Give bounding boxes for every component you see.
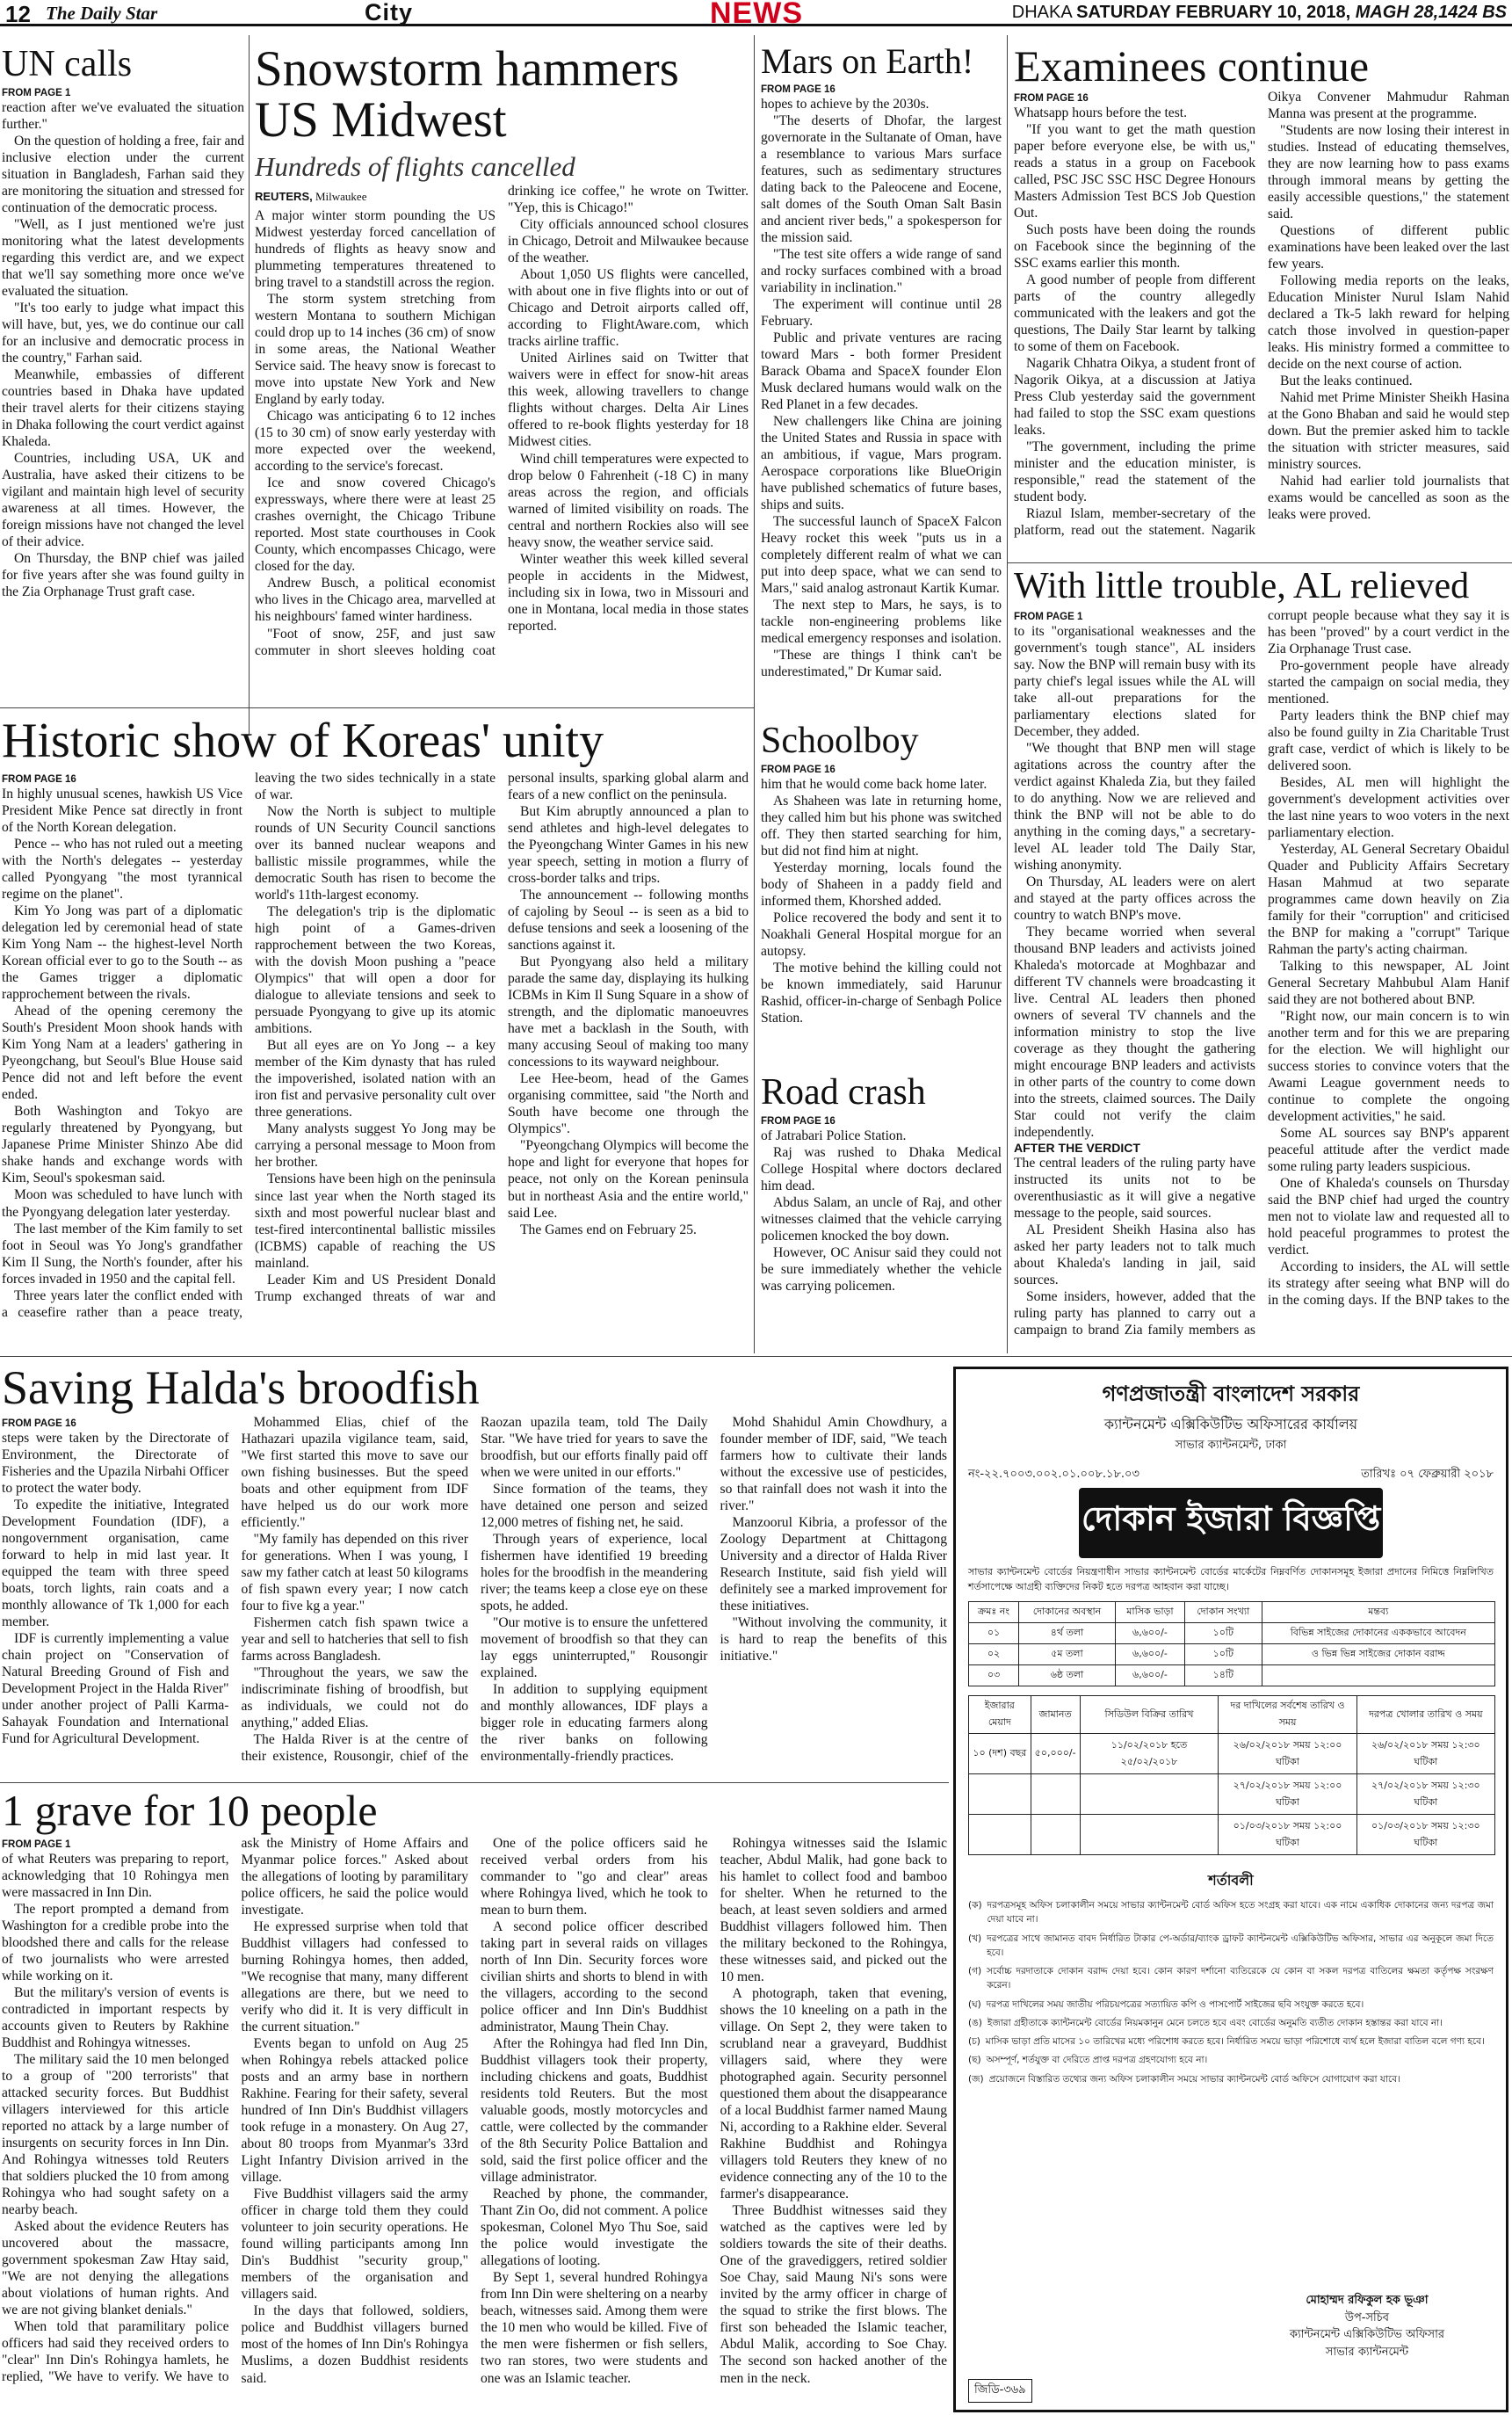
condition-item: (ছ) অসম্পূর্ণ, শর্তযুক্ত বা দেরিতে প্রাপ্ত দরপত্র গ্রহণযোগ্য হবে না। (968, 2055, 1208, 2066)
ad-government: গণপ্রজাতন্ত্রী বাংলাদেশ সরকার (1102, 1382, 1360, 1406)
headline[interactable]: Saving Halda's broodfish (2, 1364, 480, 1414)
article-body: FROM PAGE 16 steps were taken by the Directorate of Environment, the Directorate of Fisheries and the Upazila Nirbahi Officer to protect the water body. To expedite the initiative, Integrated Development Foundation (IDF), a nongovernment organisation, came forward to help in mid last year. It equipped the team with three speed boats, torch lights, rain coats and a monthly allowance of Tk 1,000 for each member. IDF is currently implementing a value chain project on "Conservation of Natural Breeding Ground of Fish and Development Project in the Halda River" under another project of Palli Karma-Sahayak Foundation and International Fund for Agricultural Development. Mohammed Elias, chief of the Hathazari upazila vigilance team, said, "We first started this move to save our own fishing businesses. But the speed boats and other equipment from IDF have helped us do our work more efficiently." "My family has depended on this river for generations. When I was young, I saw my father catch at least 50 kilograms of fish spawn every year; I now catch four to five kg a year." Fishermen catch fish spawn twice a year and sell to hatcheries that sell to fish farms across Bangladesh. "Throughout the years, we saw the indiscriminate fishing of broodfish, but as individuals, we could not do anything," added Elias. The Halda River is at the centre of their existence, Rousongir, chief of the Raozan upazila team, told The Daily Star. "We have tried for years to save the broodfish, but our efforts finally paid off when we were united in our efforts." Since formation of the teams, they have detained one person and seized 12,000 metres of fishing net, he said. Through years of experience, local fishermen have identified 19 breeding holes for the broodfish in the meandering river; the teams keep a close eye on these spots, he added. "Our motive is to ensure the unfettered movement of broodfish so that they can lay eggs uninterrupted," Rousongir explained. In addition to supplying equipment and monthly allowances, IDF plays a bigger role in educating farmers along the river banks on following environmentally-friendly practices. Mohd Shahidul Amin Chowdhury, a founder member of IDF, said, "We teach farmers how to cultivate their lands without the excessive use of pesticides, so that rainfall does not wash it into the river." Manzoorul Kibria, a professor of the Zoology Department at Chittagong University and a director of Halda River Research Institute, said fish yield will definitely see a marked improvement for these initiatives. "Without involving the community, it is hard to reap the benefits of this initiative." (2, 1415, 947, 1765)
column-rule (249, 35, 250, 734)
crosshead: AFTER THE VERDICT (1014, 1141, 1140, 1156)
article-body: FROM PAGE 1 of what Reuters was preparing to report, acknowledging that 10 Rohingya men were massacred in Inn Din. The report prompted a demand from Washington for a credible probe into the bloodshed there and calls for the release of two journalists who were arrested while working on it. But the military's version of events is contradicted in important respects by accounts given to Reuters by Rakhine Buddhist and Rohingya witnesses. The military said the 10 men belonged to a group of "200 terrorists" that attacked security forces. But Buddhist villagers interviewed for this article reported no attack by a large number of insurgents on security forces in Inn Din. And Rohingya witnesses told Reuters that soldiers plucked the 10 from among Rohingya who had sought safety on a nearby beach. Asked about the evidence Reuters has uncovered about the massacre, government spokesman Zaw Htay said, "We are not denying the allegations about violations of human rights. And we are not giving blanket denials." When told that paramilitary police officers had said they received orders to "clear" Inn Din's Rohingya hamlets, he replied, "We have to verify. We have to ask the Ministry of Home Affairs and Myanmar police forces." Asked about the allegations of looting by paramilitary police officers, he said the police would investigate. He expressed surprise when told that Buddhist villagers had confessed to burning Rohingya homes, then added, "We recognise that many, many different allegations are there, but we need to verify who did it. It is very difficult in the current situation." Events began to unfold on Aug 25 when Rohingya rebels attacked police posts and an army base in northern Rakhine. Fearing for their safety, several hundred of Inn Din's Buddhist villagers took refuge in a monastery. On Aug 27, about 80 troops from Myanmar's 33rd Light Infantry Division arrived in the village. Five Buddhist villagers said the army officer in charge told them they could volunteer to join security operations. He found willing participants among Inn Din's Buddhist "security group," members of the organisation and villagers said. In the days that followed, soldiers, police and Buddhist villagers burned most of the homes of Inn Din's Rohingya Muslims, a dozen Buddhist residents said. One of the police officers said he received verbal orders from his commander to "go and clear" areas where Rohingya lived, which he took to mean to burn them. A second police officer described taking part in several raids on villages north of Inn Din. Security forces wore civilian shirts and shorts to blend in with the villagers, according to the second police officer and Inn Din's Buddhist administrator, Maung Thein Chay. After the Rohingya had fled Inn Din, Buddhist villagers took their property, including chickens and goats, Buddhist residents told Reuters. But the most valuable goods, mostly motorcycles and cattle, were collected by the commander of the 8th Security Police Battalion and sold, said the first police officer and the village administrator. Reached by phone, the commander, Thant Zin Oo, did not comment. A police spokesman, Colonel Myo Thu Soe, said the police would investigate the allegations of looting. By Sept 1, several hundred Rohingya from Inn Din were sheltering on a nearby beach, witnesses said. Among them were the 10 men who would be killed. Five of the men were fishermen or fish sellers, two ran stores, two were students and one was an Islamic teacher. Rohingya witnesses said the Islamic teacher, Abdul Malik, had gone back to his hamlet to collect food and bamboo for shelter. When he returned to the beach, at least seven soldiers and armed Buddhist villagers followed him. Then the military beckoned to the Rohingya, these witnesses said, and picked out the 10 men. A photograph, taken that evening, shows the 10 kneeling on a path in the village. On Sept 2, they were taken to scrubland near a graveyard, Buddhist villagers said, where they were photographed again. Security personnel questioned them about the disappearance of a local Buddhist farmer named Maung Ni, according to a Rakhine elder. Several Rakhine Buddhist and Rohingya villagers told Reuters they knew of no evidence connecting any of the 10 to the farmer's disappearance. Three Buddhist witnesses said they watched as the captives were led by soldiers towards the site of their deaths. One of the gravediggers, retired soldier Soe Chay, said Maung Ni's sons were invited by the army officer in charge of the squad to strike the first blows. The first son beheaded the Islamic teacher, Abdul Malik, according to Soe Chay. The second son hacked another of the men in the neck. (2, 1836, 947, 2386)
article-un-calls (2, 46, 244, 703)
condition-item: (খ) দরপত্রের সাথে জামানত বাবদ নির্ধারিত টাকার পে-অর্ডার/ব্যাংক ড্রাফট ক্যান্টনমেন্ট এক্সিকিউটিভ অফিসার, সাভার এর অনুকূলে জমা দিতে হবে। (968, 1933, 1494, 1958)
column-rule (1007, 35, 1008, 1353)
section-label[interactable]: City (365, 0, 414, 25)
ad-office: ক্যান্টনমেন্ট এক্সিকিউটিভ অফিসারের কার্যালয় (1103, 1416, 1358, 1432)
article-examinees-continue (1014, 44, 1509, 559)
article-body: FROM PAGE 16 Whatsapp hours before the test. "If you want to get the math question paper before everyone else, be with us," reads a status in a group on Facebook called, PSC JSC SSC HSC Degree Honours Masters Admission Test BCS Job Question Out. Such posts have been doing the rounds on Facebook since the beginning of the SSC exams earlier this month. A good number of people from different parts of the country allegedly communicated with the leakers and got the questions, The Daily Star learnt by talking to some of them on Facebook. Nagarik Chhatra Oikya, a student front of Nagorik Oikya, at a discussion at Jatiya Press Club yesterday said the government had failed to stop the SSC exam questions leaks. "The government, including the prime minister and the education minister, is responsible," read the statement of the student body. Riazul Islam, member-secretary of the platform, read out the statement. Nagarik Oikya Convener Mahmudur Rahman Manna was present at the programme. "Students are now losing their interest in studies. Instead of educating themselves, they are now learning how to pass exams through immoral means by getting the easily accessible questions," the statement said. Questions of different public examinations have been leaked over the last few years. Following media reports on the leaks, Education Minister Nurul Islam Nahid declared a Tk-5 lakh reward for helping catch those involved in question-paper leaks. His ministry formed a committee to decide on the next course of action. But the leaks continued. Nahid met Prime Minister Sheikh Hasina at the Gono Bhaban and said he would step down. But the premier asked him to tackle the situation with stricter measures, said ministry sources. Nahid had earlier told journalists that exams would be cancelled as soon as the leaks were proved. (1014, 90, 1509, 539)
headline[interactable]: 1 grave for 10 people (2, 1788, 378, 1835)
article-one-grave (2, 1788, 947, 2412)
continuation-label: FROM PAGE 16 (761, 83, 836, 95)
page-number: 12 (5, 1, 31, 27)
headline[interactable]: With little trouble, AL relieved (1014, 568, 1470, 606)
issue-date: DHAKA SATURDAY FEBRUARY 10, 2018, MAGH 28,1424 BS (1011, 3, 1507, 22)
article-mars-on-earth (761, 44, 1002, 721)
continuation-label: FROM PAGE 1 (2, 1839, 71, 1850)
article-halda-broodfish (2, 1364, 947, 1779)
continuation-label: FROM PAGE 1 (2, 87, 71, 98)
condition-item: (ঘ) দরপত্র দাখিলের সময় জাতীয় পরিচয়পত্রের সত্যায়িত কপি ও পাসপোর্ট সাইজের ছবি সংযুক্ত করতে হবে। (968, 1998, 1364, 2010)
condition-item: (গ) সর্বোচ্চ দরদাতাকে দোকান বরাদ্দ দেয়া হবে। কোন কারণ দর্শানো ব্যতিরেকে যে কোন বা সকল দরপত্র বাতিলের ক্ষমতা কর্তৃপক্ষ সংরক্ষণ করেন। (968, 1966, 1494, 1991)
condition-item: (ঙ) ইজারা গ্রহীতাকে ক্যান্টনমেন্ট বোর্ডের নিয়মকানুন মেনে চলতে হবে এবং বোর্ডের অনুমতি ব্যতীত দোকান হস্তান্তর করা যাবে না। (968, 2017, 1443, 2028)
headline[interactable]: Road crash (761, 1074, 926, 1113)
article-koreas-unity (2, 716, 749, 1351)
headline[interactable]: Schoolboy (761, 722, 919, 761)
headline[interactable]: UN calls (2, 46, 133, 84)
continuation-label: FROM PAGE 16 (761, 1115, 836, 1127)
section-rule (0, 1782, 949, 1783)
ad-intro: সাভার ক্যান্টনমেন্ট বোর্ডের নিয়ন্ত্রণাধীন সাভার ক্যান্টনমেন্ট বোর্ডের মার্কেটের নিম্নবর্ণিত দোকানসমূহ ইজারা প্রদানের নিমিত্তে নিম্নলিখিত শর্তসাপেক্ষে আগ্রহী ব্যক্তিদের নিকট হতে দরপত্র আহবান করা যাচ্ছে। (968, 1566, 1494, 1592)
condition-item: (ক) দরপত্রসমূহ অফিস চলাকালীন সময়ে সাভার ক্যান্টনমেন্ট বোর্ড অফিস হতে সংগ্রহ করা যাবে। এক নামে একাধিক দোকানের জন্য দরপত্র জমা দেয়া যাবে না। (968, 1900, 1494, 1925)
article-body: hopes to achieve by the 2030s. "The deserts of Dhofar, the largest governorate in the Sultanate of Oman, have a resemblance to various Mars surface features, such as sedimentary structures dating back to the Paleocene and Eocene, salt domes of the South Oman Salt Basin and ancient river beds," a spokesperson for the mission said. "The test site offers a wide range of sand and rocky surfaces combined with a broad variability in inclination." The experiment will continue until 28 February. Public and private ventures are racing toward Mars - both former President Barack Obama and SpaceX founder Elon Musk declared humans would walk on the Red Planet in a few decades. New challengers like China are joining the United States and Russia in space with an ambitious, if vague, Mars program. Aerospace corporations like BlueOrigin have published schematics of future bases, ships and suits. The successful launch of SpaceX Falcon Heavy rocket this week "puts us in a completely different realm of what we can put into deep space, what we can send to Mars," said analog astronaut Kartik Kumar. The next step to Mars, he says, is to tackle non-engineering problems like medical emergency responses and isolation. "These are things I think can't be underestimated," Dr Kumar said. (761, 96, 1002, 680)
article-snowstorm (255, 44, 749, 705)
continuation-label: FROM PAGE 16 (2, 1418, 76, 1430)
continuation-label: FROM PAGE 16 (1014, 93, 1089, 104)
headline[interactable]: Examinees continue (1014, 44, 1370, 91)
column-rule (754, 35, 755, 1353)
article-body: FROM PAGE 1 to its "organisational weaknesses and the government's tough stance", AL insiders say. Now the BNP will remain busy with its party chief's legal issues while the AL will take all-out preparations for the parliamentary elections slated for December, they added. "We thought that BNP men will stage agitations across the country after the verdict against Khaleda Zia, but they failed to do anything. Now we are relieved and think the BNP will not be able to do anything in the coming days," a secretary-level AL leader told The Daily Star, wishing anonymity. On Thursday, AL leaders were on alert and stayed at the party offices across the country to watch BNP's move. They became worried when several thousand BNP leaders and activists joined Khaleda's motorcade at Moghbazar and different TV channels were broadcasting it live. Central AL leaders then phoned owners of several TV channels and the information ministry to stop the live coverage as they thought the gathering might encourage BNP leaders and activists in other parts of the country to come down into the streets, claimed sources. The Daily Star could not verify the claim independently. AFTER THE VERDICT The central leaders of the ruling party have instructed its units not to be overenthusiastic as it will give a negative message to the people, said sources. AL President Sheikh Hasina also has asked her party leaders not to talk much about Khaleda's landing in jail, said sources. Some insiders, however, added that the ruling party has planned to carry out a campaign to brand Zia family members as corrupt people because what they say it is has been "proved" by a court verdict in the Zia Orphanage Trust case. Pro-government people have already started the campaign on social media, they mentioned. Party leaders think the BNP chief may also be found guilty in Zia Charitable Trust graft case, verdict of which is likely to be delivered soon. Besides, AL men will highlight the government's development activities over the last nine years to woo voters in the next parliamentary election. Yesterday, AL General Secretary Obaidul Quader and Publicity Affairs Secretary Hasan Mahmud at two separate programmes came down heavily on Zia family for their "corruption" and criticised the BNP for making a "corrupt" Tarique Rahman the party's acting chairman. Talking to this newspaper, AL Joint General Secretary Mahbubul Alam Hanif said they are not bothered about BNP. "Right now, our main concern is to win another term and for this we are preparing for the election. We will highlight our success stories to convince voters that the Awami League government needs to continue to complete the ongoing development activities," he said. Some AL sources say BNP's apparent peaceful attitude after the verdict made some ruling party leaders suspicious. One of Khaleda's counsels on Thursday said the BNP chief had urged the country men not to violate law and requested all to hold peaceful programmes to protest the verdict. According to insiders, the AL will settle its strategy after seeing what BNP will do in the coming days. If the BNP takes to the (1014, 607, 1509, 1338)
ad-reference: নং-২২.৭০০৩.০০২.০১.০০৮.১৮.০৩ তারিখঃ ০৭ ফেব্রুয়ারী ২০১৮ (968, 1468, 1494, 1481)
ad-code: জিডি-৩৬৯ (968, 2379, 1032, 2403)
condition-item: (জ) প্রয়োজনে বিস্তারিত তথ্যের জন্য অফিস চলাকালীন সময়ে সাভার ক্যান্টনমেন্ট বোর্ড অফিসে যোগাযোগ করা যাবে। (968, 2073, 1400, 2085)
headline[interactable]: Snowstorm hammers US Midwest (255, 44, 679, 149)
article-body: him that he would come back home later. As Shaheen was late in returning home, they called him but his phone was switched off. They then started searching for him, but did not find him at night. Yesterday morning, locals found the body of Shaheen in a paddy field and informed them, Khorshed added. Police recovered the body and sent it to Noakhali General Hospital morgue for an autopsy. The motive behind the killing could not be known immediately, said Harunur Rashid, officer-in-charge of Senbagh Police Station. (761, 776, 1002, 1026)
byline: REUTERS, Milwaukee (255, 190, 367, 204)
ad-signature-block: মোহাম্মদ রফিকুল হক ভূঞা উপ-সচিব ক্যান্টনমেন্ট এক্সিকিউটিভ অফিসার সাভার ক্যান্টনমেন্ট (1289, 2294, 1444, 2359)
page-header (0, 0, 1512, 30)
article-body: reaction after we've evaluated the situation further." On the question of holding a free, fair and inclusive election under the current situation in Bangladesh, Farhan said they are monitoring the situation and stressed for continuation of the democratic process. "Well, as I just mentioned we're just monitoring what the latest developments regarding this verdict are, and we expect that we'll say something more once we've evaluated the situation. "It's too early to judge what impact this will have, but, yes, we do continue our call for an inclusive and democratic process in the country," Farhan said. Meanwhile, embassies of different countries based in Dhaka have updated their travel alerts for their citizens staying in Dhaka following the court verdict against Khaleda. Countries, including USA, UK and Australia, have asked their citizens to be vigilant and maintain high level of security awareness at all times. However, the foreign missions have not changed the level of their advice. On Thursday, the BNP chief was jailed for five years after she was found guilty in the Zia Orphanage Trust graft case. (2, 99, 244, 600)
section-rule (0, 707, 754, 708)
ad-shop-table: ক্রমঃ নং দোকানের অবস্থান মাসিক ভাড়া দোকান সংখ্যা মন্তব্য ০১ ৪র্থ তলা ৬,৬০০/- ১০টি বিভিন্ন সাইজের দোকানের এককভাবে আবেদন ০২ ৫ম তলা ৬,৬০০/- ১০টি ও ভিন্ন ভিন্ন সাইজের দোকান বরাদ্দ ০৩ ৬ষ্ঠ তলা ৬,৬০০/- ১৪টি (968, 1601, 1495, 1686)
continuation-label: FROM PAGE 16 (761, 764, 836, 775)
article-body: FROM PAGE 16 In highly unusual scenes, hawkish US Vice President Mike Pence sat directly in front of the North Korean delegation. Pence -- who has not ruled out a meeting with the North's delegates -- yesterday called Pyongyang "the most tyrannical regime on the planet". Kim Yo Jong was part of a diplomatic delegation led by ceremonial head of state Kim Yong Nam -- the highest-level North Korean official ever to go to the South -- as the Games trigger a diplomatic rapprochement between the rivals. Ahead of the opening ceremony the South's President Moon shook hands with Kim Yong Nam at a leaders' gathering in Pyeongchang, but Seoul's Blue House said Pence did not and left before the event ended. Both Washington and Tokyo are regularly threatened by Pyongyang, but Japanese Prime Minister Shinzo Abe did shake hands and exchange words with Kim, Seoul's spokesman said. Moon was scheduled to have lunch with the Pyongyang delegation later yesterday. The last member of the Kim family to set foot in Seoul was Yo Jong's grandfather Kim Il Sung, the North's founder, after his forces invaded in 1950 and the capital fell. Three years later the conflict ended with a ceasefire rather than a peace treaty, leaving the two sides technically in a state of war. Now the North is subject to multiple rounds of UN Security Council sanctions over its banned nuclear weapons and ballistic missile programmes, while the democratic South has risen to become the world's 11th-largest economy. The delegation's trip is the diplomatic high point of a Games-driven rapprochement between the two Koreas, with the dovish Moon pushing a "peace Olympics" that will open a door for dialogue to alleviate tensions and seek to persuade Pyongyang to give up its atomic ambitions. But all eyes are on Yo Jong -- a key member of the Kim dynasty that has ruled the impoverished, isolated nation with an iron fist and pervasive personality cult over three generations. Many analysts suggest Yo Jong may be carrying a personal message to Moon from her brother. Tensions have been high on the peninsula since last year when the North staged its sixth and most powerful nuclear blast and test-fired intercontinental ballistic missiles (ICBMS) capable of reaching the US mainland. Leader Kim and US President Donald Trump exchanged threats of war and personal insults, sparking global alarm and fears of a new conflict on the peninsula. But Kim abruptly announced a plan to send athletes and high-level delegates to the Pyeongchang Winter Games in his new year speech, setting in motion a flurry of cross-border talks and trips. The announcement -- following months of cajoling by Seoul -- is seen as a bid to defuse tensions and seek a loosening of the sanctions against it. But Pyongyang also held a military parade the same day, displaying its hulking ICBMs in Kim Il Sung Square in a show of strength, and the diplomatic manoeuvres have met a backlash in the South, with many accusing Seoul of making too many concessions to its wayward neighbour. Lee Hee-beom, head of the Games organising committee, said "the North and South have become one through the Olympics". "Pyeongchang Olympics will become the hope and light for everyone that hopes for peace, not only on the Korean peninsula but in northeast Asia and the entire world," said Lee. The Games end on February 25. (2, 771, 749, 1320)
category-label[interactable]: NEWS (710, 0, 803, 30)
section-rule (0, 1356, 1512, 1357)
section-rule (1007, 562, 1512, 563)
continuation-label: FROM PAGE 1 (1014, 611, 1083, 622)
tender-notice-ad (953, 1367, 1508, 2412)
headline[interactable]: Mars on Earth! (761, 44, 974, 81)
article-body: of Jatrabari Police Station. Raj was rushed to Dhaka Medical College Hospital where doctors declared him dead. Abdus Salam, an uncle of Raj, and other witnesses claimed that the vehicle carrying policemen knocked the boy down. However, OC Anisur said they could not be sure immediately whether the vehicle was carrying policemen. (761, 1128, 1002, 1294)
ad-title: দোকান ইজারা বিজ্ঞপ্তি (1079, 1488, 1383, 1558)
article-road-crash (761, 1074, 1002, 1352)
ad-conditions (968, 1898, 1494, 2086)
masthead-logo[interactable]: The Daily Star (46, 3, 158, 24)
article-body: REUTERS, Milwaukee A major winter storm pounding the US Midwest yesterday forced cancellation of hundreds of flights as heavy snow and plummeting temperatures threatened to bring travel to a standstill across the region. The storm system stretching from western Montana to southern Michigan could drop up to 14 inches (36 cm) of snow in some areas, the National Weather Service said. The heavy snow is forecast to move into upstate New York and New England by early today. Chicago was anticipating 6 to 12 inches (15 to 30 cm) of snow early yesterday with more expected over the weekend, according to the service's forecast. Ice and snow covered Chicago's expressways, where there were at least 25 crashes overnight, the Chicago Tribune reported. Most state courthouses in Cook County, which encompasses Chicago, were closed for the day. Andrew Busch, a political economist who lives in the Chicago area, marvelled at his neighbours' famed winter hardiness. "Foot of snow, 25F, and just saw commuter in short sleeves holding coat drinking ice coffee," he wrote on Twitter. "Yep, this is Chicago!" City officials announced school closures in Chicago, Detroit and Milwaukee because of the weather. About 1,050 US flights were cancelled, with about one in five flights into or out of Chicago and Detroit airports called off, according to FlightAware.com, which tracks airline traffic. United Airlines said on Twitter that waivers were in effect for snow-hit areas this week, allowing travellers to change flights without charges. Delta Air Lines offered to re-book flights yesterday for 18 Midwest cities. Wind chill temperatures were expected to drop below 0 Fahrenheit (-18 C) in many areas across the region, and officials warned of limited visibility on roads. The central and northern Rockies also will see heavy snow, the weather service said. Winter weather this week killed several people in accidents in the Midwest, including six in Iowa, two in Missouri and one in Montana, local media in those states reported. (255, 184, 749, 658)
subheadline: Hundreds of flights cancelled (255, 151, 575, 183)
article-al-relieved (1014, 568, 1509, 1352)
ad-conditions-title: শর্তাবলী (1208, 1872, 1254, 1889)
ad-address: সাভার ক্যান্টনমেন্ট, ঢাকা (1175, 1439, 1287, 1452)
article-schoolboy (761, 722, 1002, 1072)
condition-item: (চ) মাসিক ভাড়া প্রতি মাসের ১০ তারিখের মধ্যে পরিশোধ করতে হবে। নির্ধারিত সময়ে ভাড়া পরিশোধে ব্যর্থ হলে ইজারা বাতিল বলে গণ্য হবে। (968, 2036, 1485, 2048)
ad-schedule-table: ইজারার মেয়াদ জামানত সিডিউল বিক্রির তারিখ দর দাখিলের সর্বশেষ তারিখ ও সময় দরপত্র খোলার তারিখ ও সময় ১০ (দশ) বছর ৫০,০০০/- ১১/০২/২০১৮ হতে ২৫/০২/২০১৮ ২৬/০২/২০১৮ সময় ১২:০০ ঘটিকা ২৬/০২/২০১৮ সময় ১২:৩০ ঘটিকা ২৭/০২/২০১৮ সময় ১২:০০ ঘটিকা ২৭/০২/২০১৮ সময় ১২:৩০ ঘটিকা ০১/০৩/২০১৮ সময় ১২:০০ ঘটিকা ০১/০৩/২০১৮ সময় ১২:৩০ ঘটিকা (968, 1695, 1495, 1855)
headline[interactable]: Historic show of Koreas' unity (2, 716, 604, 768)
continuation-label: FROM PAGE 16 (2, 774, 76, 786)
